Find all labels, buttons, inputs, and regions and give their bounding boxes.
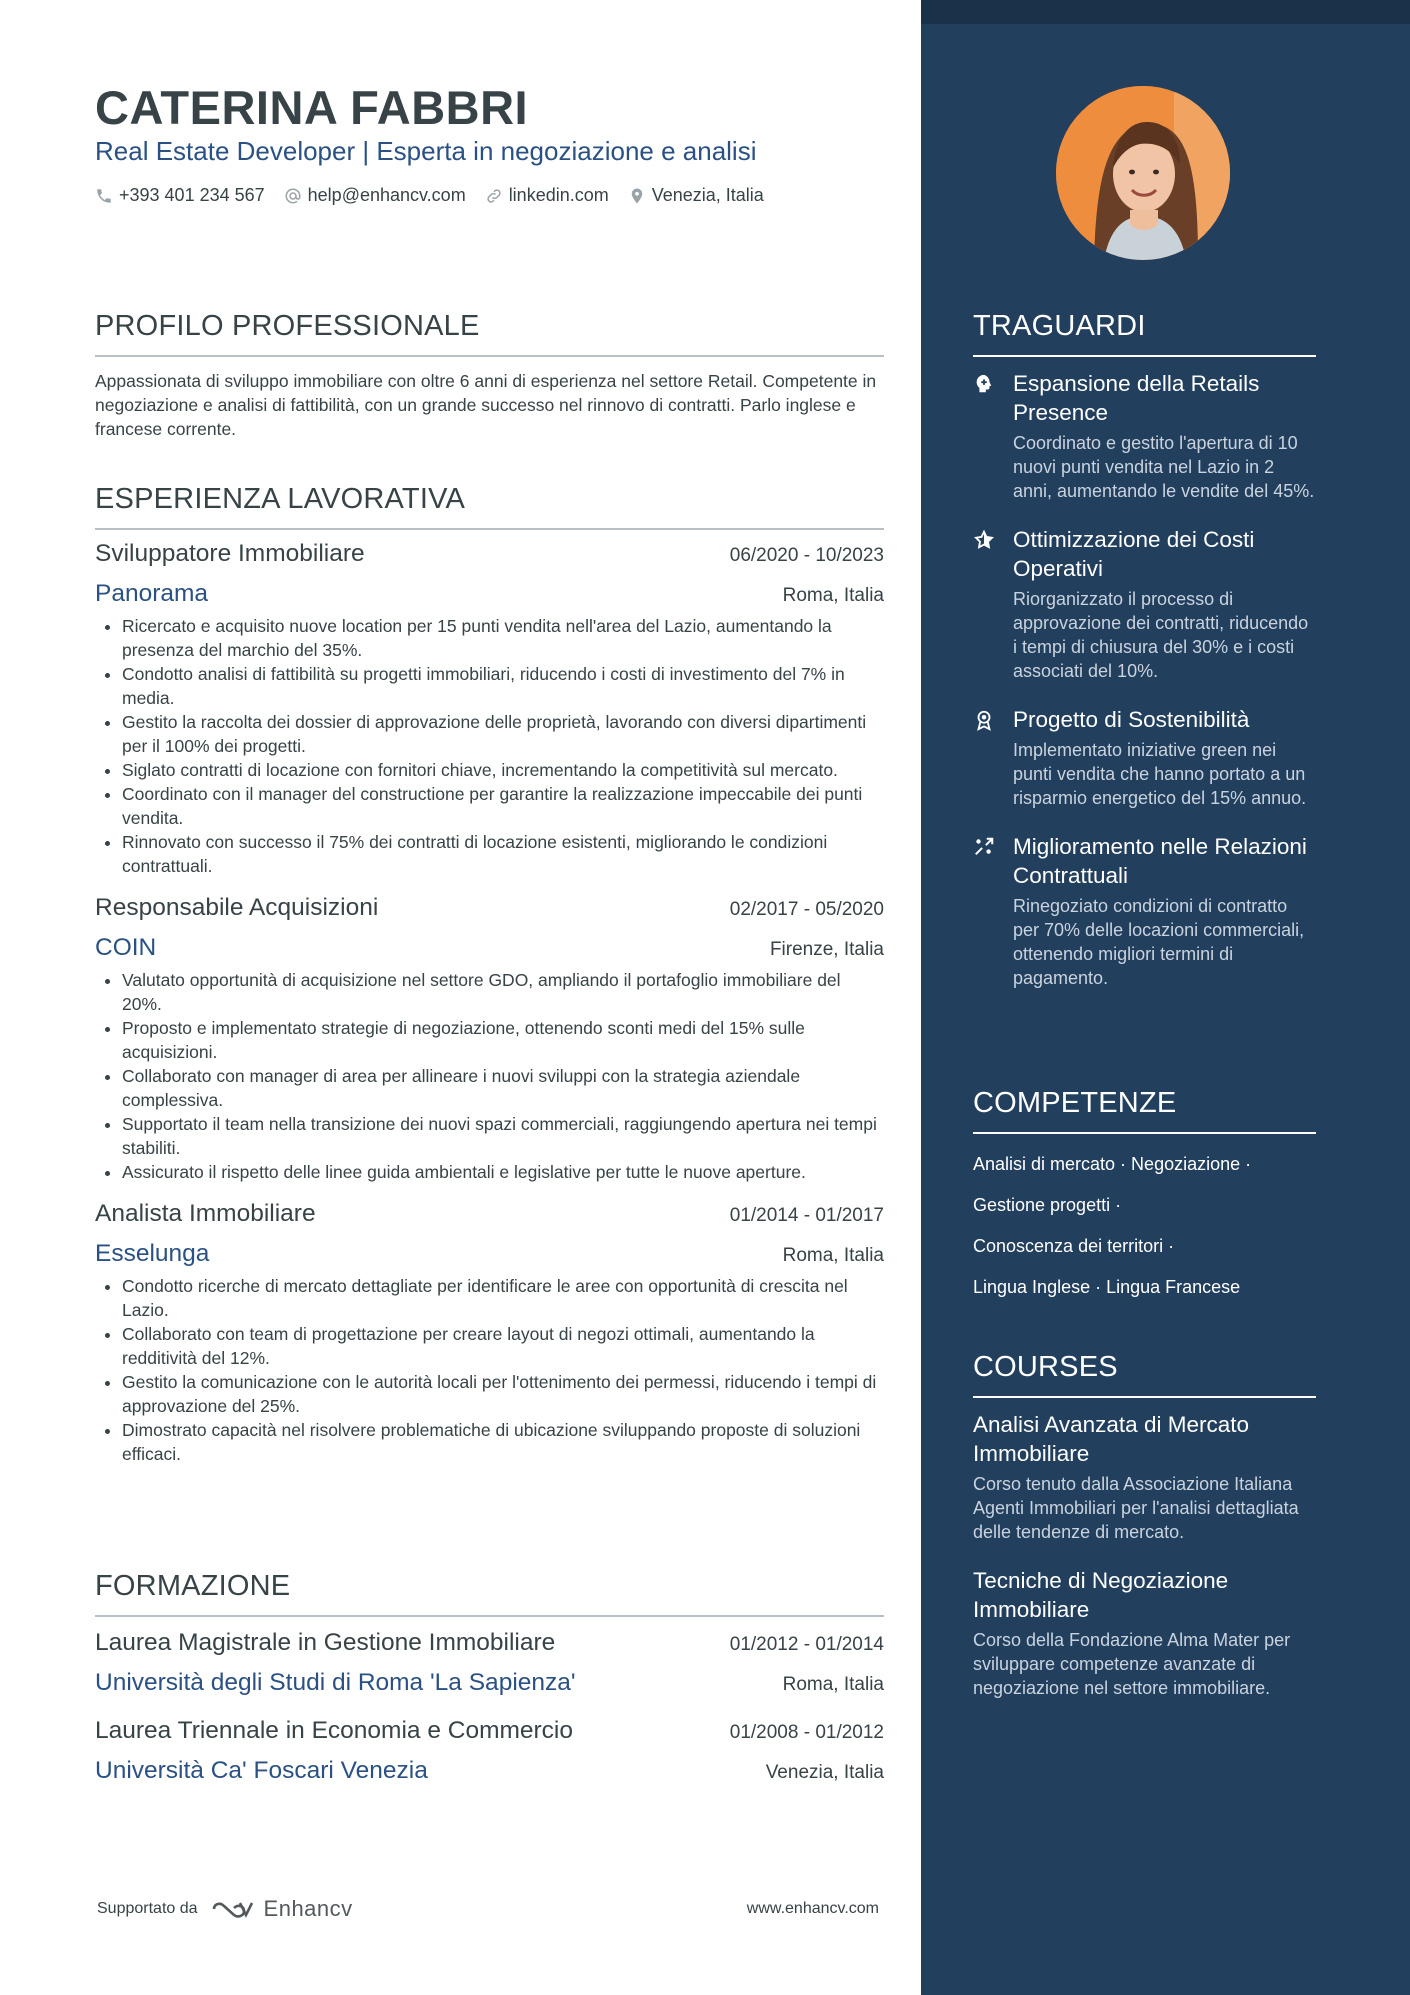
job-dates: 02/2017 - 05/2020 bbox=[729, 899, 884, 920]
job-entry bbox=[95, 894, 884, 1184]
at-icon bbox=[284, 187, 302, 205]
bullet: • Coordinato con il manager del constructione per garantire la realizzazione impeccabile dei punti vendita. bbox=[122, 782, 884, 830]
skills-heading: COMPETENZE bbox=[973, 1087, 1316, 1134]
sidebar-top-band bbox=[921, 0, 1410, 24]
footer-url[interactable]: www.enhancv.com bbox=[746, 1900, 879, 1917]
courses-heading: COURSES bbox=[973, 1351, 1316, 1398]
job-role: Analista Immobiliare bbox=[95, 1200, 316, 1227]
profile-section bbox=[95, 310, 884, 441]
school: Università Ca' Foscari Venezia bbox=[95, 1757, 428, 1784]
job-company: Panorama bbox=[95, 580, 209, 607]
achievement-text: Riorganizzato il processo di approvazione dei contratti, riducendo i tempi di chiusura del 30% e i costi associati del 10%. bbox=[1013, 589, 1309, 681]
job-entry bbox=[95, 1200, 884, 1466]
bullet: • Gestito la comunicazione con le autorità locali per l'ottenimento dei permessi, riducendo i tempi di approvazione del 25%. bbox=[122, 1370, 884, 1418]
bullet: • Gestito la raccolta dei dossier di approvazione delle proprietà, lavorando con diversi dipartimenti per il 100% dei progetti. bbox=[122, 710, 884, 758]
portrait-illustration bbox=[1056, 86, 1230, 260]
course-item bbox=[973, 1566, 1316, 1700]
achievement-title: Progetto di Sostenibilità bbox=[1013, 707, 1250, 732]
education-location: Roma, Italia bbox=[782, 1674, 884, 1695]
course-item bbox=[973, 1410, 1316, 1544]
footer-brand bbox=[97, 1896, 353, 1922]
achievement-item bbox=[973, 369, 1316, 503]
achievement-item bbox=[973, 525, 1316, 683]
brand-name: Enhancv bbox=[263, 1896, 353, 1921]
bullet: • Condotto ricerche di mercato dettagliate per identificare le aree con opportunità di crescita nel Lazio. bbox=[122, 1274, 884, 1322]
phone-text: +393 401 234 567 bbox=[119, 185, 265, 205]
award-icon bbox=[973, 709, 995, 731]
link-icon bbox=[485, 187, 503, 205]
footer bbox=[97, 1896, 879, 1922]
course-title: Tecniche di Negoziazione Immobiliare bbox=[973, 1568, 1229, 1622]
course-text: Corso della Fondazione Alma Mater per sviluppare competenze avanzate di negoziazione nel settore immobiliare. bbox=[973, 1630, 1291, 1698]
education-entry bbox=[95, 1717, 884, 1785]
achievement-title: Ottimizzazione dei Costi Operativi bbox=[1013, 527, 1255, 581]
education-section bbox=[95, 1570, 884, 1785]
powered-by-text: Supportato da bbox=[97, 1900, 198, 1917]
achievement-title: Miglioramento nelle Relazioni Contrattuali bbox=[1013, 834, 1307, 888]
job-location: Roma, Italia bbox=[782, 585, 884, 606]
experience-section bbox=[95, 483, 884, 1466]
candidate-name: CATERINA FABBRI bbox=[95, 81, 529, 134]
courses-section bbox=[973, 1351, 1316, 1700]
achievement-item bbox=[973, 705, 1316, 810]
bullet: • Ricercato e acquisito nuove location per 15 punti vendita nell'area del Lazio, aumentando la presenza del marchio del 35%. bbox=[122, 614, 884, 662]
job-dates: 06/2020 - 10/2023 bbox=[729, 545, 884, 566]
phone-contact[interactable] bbox=[95, 185, 265, 206]
handshake-icon bbox=[973, 836, 995, 858]
education-dates: 01/2008 - 01/2012 bbox=[729, 1722, 884, 1743]
email-contact[interactable] bbox=[284, 185, 466, 206]
achievement-title: Espansione della Retails Presence bbox=[1013, 371, 1260, 425]
education-location: Venezia, Italia bbox=[765, 1762, 884, 1783]
bullet: • Siglato contratti di locazione con fornitori chiave, incrementando la competitività sul mercato. bbox=[122, 758, 884, 782]
bullet: • Assicurato il rispetto delle linee guida ambientali e legislative per tutte le nuove aperture. bbox=[122, 1160, 884, 1184]
bullet: • Rinnovato con successo il 75% dei contratti di locazione esistenti, migliorando le condizioni contrattuali. bbox=[122, 830, 884, 878]
profile-heading: PROFILO PROFESSIONALE bbox=[95, 310, 884, 357]
school: Università degli Studi di Roma 'La Sapienza' bbox=[95, 1669, 576, 1696]
job-location: Roma, Italia bbox=[782, 1245, 884, 1266]
achievements-section bbox=[973, 310, 1316, 990]
job-role: Responsabile Acquisizioni bbox=[95, 894, 379, 921]
education-dates: 01/2012 - 01/2014 bbox=[729, 1634, 884, 1655]
phone-icon bbox=[95, 187, 113, 205]
achievements-heading: TRAGUARDI bbox=[973, 310, 1316, 357]
job-role: Sviluppatore Immobiliare bbox=[95, 540, 365, 567]
course-title: Analisi Avanzata di Mercato Immobiliare bbox=[973, 1412, 1249, 1466]
skill-line: Analisi di mercato · Negoziazione · bbox=[973, 1154, 1252, 1174]
candidate-title: Real Estate Developer | Esperta in negoziazione e analisi bbox=[95, 136, 757, 166]
contact-bar bbox=[95, 185, 783, 206]
skill-line: Gestione progetti · bbox=[973, 1195, 1122, 1215]
map-pin-icon bbox=[628, 187, 646, 205]
skill-line: Conoscenza dei territori · bbox=[973, 1236, 1175, 1256]
bullet: • Valutato opportunità di acquisizione nel settore GDO, ampliando il portafoglio immobiliare del 20%. bbox=[122, 968, 884, 1016]
location-text: Venezia, Italia bbox=[651, 185, 764, 205]
job-bullets bbox=[95, 968, 884, 1184]
bullet: • Supportato il team nella transizione dei nuovi spazi commerciali, raggiungendo apertura nei tempi stabiliti. bbox=[122, 1112, 884, 1160]
job-company: Esselunga bbox=[95, 1240, 210, 1267]
profile-photo bbox=[1056, 86, 1230, 260]
achievement-text: Implementato iniziative green nei punti vendita che hanno portato a un risparmio energetico del 15% annuo. bbox=[1013, 740, 1307, 808]
link-text: linkedin.com bbox=[508, 185, 609, 205]
experience-heading: ESPERIENZA LAVORATIVA bbox=[95, 483, 884, 530]
profile-text: Appassionata di sviluppo immobiliare con oltre 6 anni di esperienza nel settore Retail. Competente in negoziazione e analisi di fattibilità, con un grande successo nel rinnovo di contratti. Parlo inglese e francese corrente. bbox=[95, 371, 877, 439]
course-text: Corso tenuto dalla Associazione Italiana Agenti Immobiliari per l'analisi dettagliata delle tendenze di mercato. bbox=[973, 1474, 1299, 1542]
brain-icon bbox=[973, 373, 995, 395]
job-bullets bbox=[95, 614, 884, 878]
location-contact bbox=[628, 185, 764, 206]
skills-list bbox=[973, 1144, 1316, 1308]
skills-section bbox=[973, 1087, 1316, 1308]
achievement-text: Coordinato e gestito l'apertura di 10 nuovi punti vendita nel Lazio in 2 anni, aumentando le vendite del 45%. bbox=[1013, 433, 1315, 501]
job-bullets bbox=[95, 1274, 884, 1466]
email-text: help@enhancv.com bbox=[307, 185, 466, 205]
education-heading: FORMAZIONE bbox=[95, 1570, 884, 1617]
job-location: Firenze, Italia bbox=[769, 939, 884, 960]
job-company: COIN bbox=[95, 934, 157, 961]
link-contact[interactable] bbox=[485, 185, 609, 206]
enhancv-logo-icon bbox=[210, 1897, 258, 1921]
job-dates: 01/2014 - 01/2017 bbox=[729, 1205, 884, 1226]
bullet: • Dimostrato capacità nel risolvere problematiche di ubicazione sviluppando proposte di soluzioni efficaci. bbox=[122, 1418, 884, 1466]
star-icon bbox=[973, 529, 995, 551]
degree: Laurea Triennale in Economia e Commercio bbox=[95, 1717, 573, 1744]
bullet: • Condotto analisi di fattibilità su progetti immobiliari, riducendo i costi di investimento del 7% in media. bbox=[122, 662, 884, 710]
bullet: • Collaborato con team di progettazione per creare layout di negozi ottimali, aumentando la redditività del 12%. bbox=[122, 1322, 884, 1370]
bullet: • Proposto e implementato strategie di negoziazione, ottenendo sconti medi del 15% sulle acquisizioni. bbox=[122, 1016, 884, 1064]
bullet: • Collaborato con manager di area per allineare i nuovi sviluppi con la strategia aziendale complessiva. bbox=[122, 1064, 884, 1112]
job-entry bbox=[95, 540, 884, 878]
achievement-item bbox=[973, 832, 1316, 990]
degree: Laurea Magistrale in Gestione Immobiliare bbox=[95, 1629, 556, 1656]
education-entry bbox=[95, 1629, 884, 1697]
achievement-text: Rinegoziato condizioni di contratto per 70% delle locazioni commerciali, ottenendo migliori termini di pagamento. bbox=[1013, 896, 1305, 988]
skill-line: Lingua Inglese · Lingua Francese bbox=[973, 1277, 1241, 1297]
